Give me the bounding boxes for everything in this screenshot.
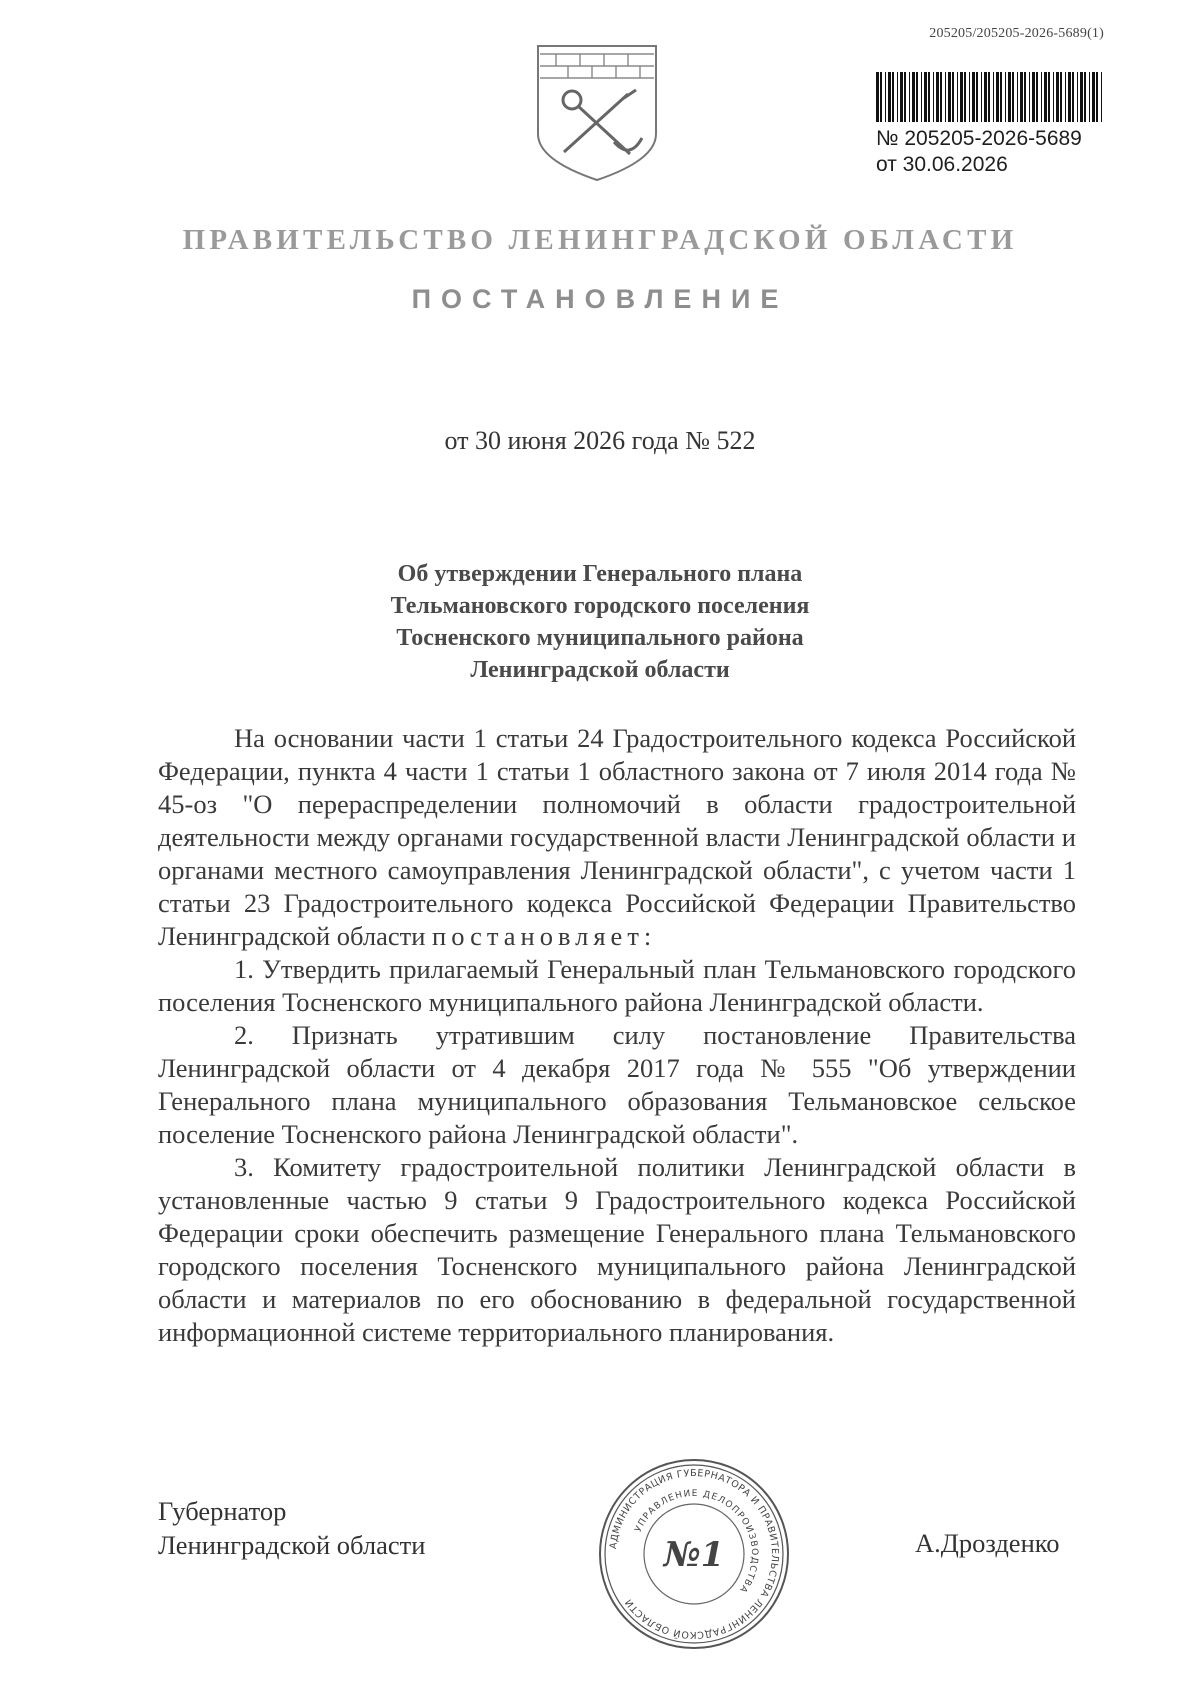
subject-line: Тельмановского городского поселения bbox=[390, 593, 810, 619]
subject-line: Ленинградской области bbox=[470, 657, 730, 683]
preamble-text: На основании части 1 статьи 24 Градостроительного кодекса Российской Федерации, пункта 4 части 1 статьи 1 областного закона от 7 июля 2014 года № 45-оз "О перераспределении полномочий в области градостроительной деятельности между органами государственной власти Ленинградской области и органами местного самоуправления Ленинградской области", с учетом части 1 статьи 23 Градостроительного кодекса Российской Федерации Правительство Ленинградской области bbox=[158, 723, 1076, 951]
decree-word: постановляет: bbox=[432, 921, 657, 951]
svg-text:УПРАВЛЕНИЕ ДЕЛОПРОИЗВОДСТВА: УПРАВЛЕНИЕ ДЕЛОПРОИЗВОДСТВА bbox=[633, 1488, 760, 1595]
document-type: ПОСТАНОВЛЕНИЕ bbox=[411, 284, 789, 314]
registration-number: № 205205-2026-5689 bbox=[876, 127, 1082, 150]
document-body bbox=[158, 722, 1076, 1349]
official-stamp bbox=[596, 1456, 792, 1652]
coat-of-arms-icon bbox=[532, 42, 662, 182]
clause-1: 1. Утвердить прилагаемый Генеральный план Тельмановского городского поселения Тосненского муниципального района Ленинградской области. bbox=[158, 954, 1076, 1017]
authority-title: ПРАВИТЕЛЬСТВО ЛЕНИНГРАДСКОЙ ОБЛАСТИ bbox=[182, 224, 1018, 256]
document-date-number: от 30 июня 2026 года № 522 bbox=[444, 426, 756, 455]
clause-3: 3. Комитету градостроительной политики Ленинградской области в установленные частью 9 статьи 9 Градостроительного кодекса Российской Федерации сроки обеспечить размещение Генерального плана Тельмановского городского поселения Тосненского муниципального района Ленинградской области и материалов по его обоснованию в федеральной государственной информационной системе территориального планирования. bbox=[158, 1152, 1076, 1347]
barcode-icon bbox=[874, 72, 1108, 122]
signatory-position-line: Ленинградской области bbox=[158, 1530, 426, 1560]
top-reference: 205205/205205-2026-5689(1) bbox=[929, 26, 1104, 41]
subject-line: Тосненского муниципального района bbox=[396, 625, 804, 651]
svg-text:№1: №1 bbox=[663, 1535, 725, 1575]
signatory-position-line: Губернатор bbox=[158, 1496, 287, 1526]
svg-text:АДМИНИСТРАЦИЯ ГУБЕРНАТОРА И ПР: АДМИНИСТРАЦИЯ ГУБЕРНАТОРА И ПРАВИТЕЛЬСТВА ЛЕНИНГРАДСКОЙ ОБЛАСТИ bbox=[608, 1467, 781, 1641]
registration-block bbox=[876, 126, 1082, 178]
clause-2: 2. Признать утратившим силу постановление Правительства Ленинградской области от 4 декабря 2017 года № 555 "Об утверждении Генерального плана муниципального образования Тельмановское сельское поселение Тосненского района Ленинградской области". bbox=[158, 1020, 1076, 1149]
subject-line: Об утверждении Генерального плана bbox=[397, 561, 803, 587]
document-subject bbox=[0, 558, 1200, 686]
preamble-paragraph bbox=[158, 722, 1076, 953]
signatory-name: А.Дрозденко bbox=[915, 1528, 1060, 1558]
registration-date: от 30.06.2026 bbox=[876, 153, 1008, 176]
signatory-position bbox=[158, 1494, 425, 1562]
